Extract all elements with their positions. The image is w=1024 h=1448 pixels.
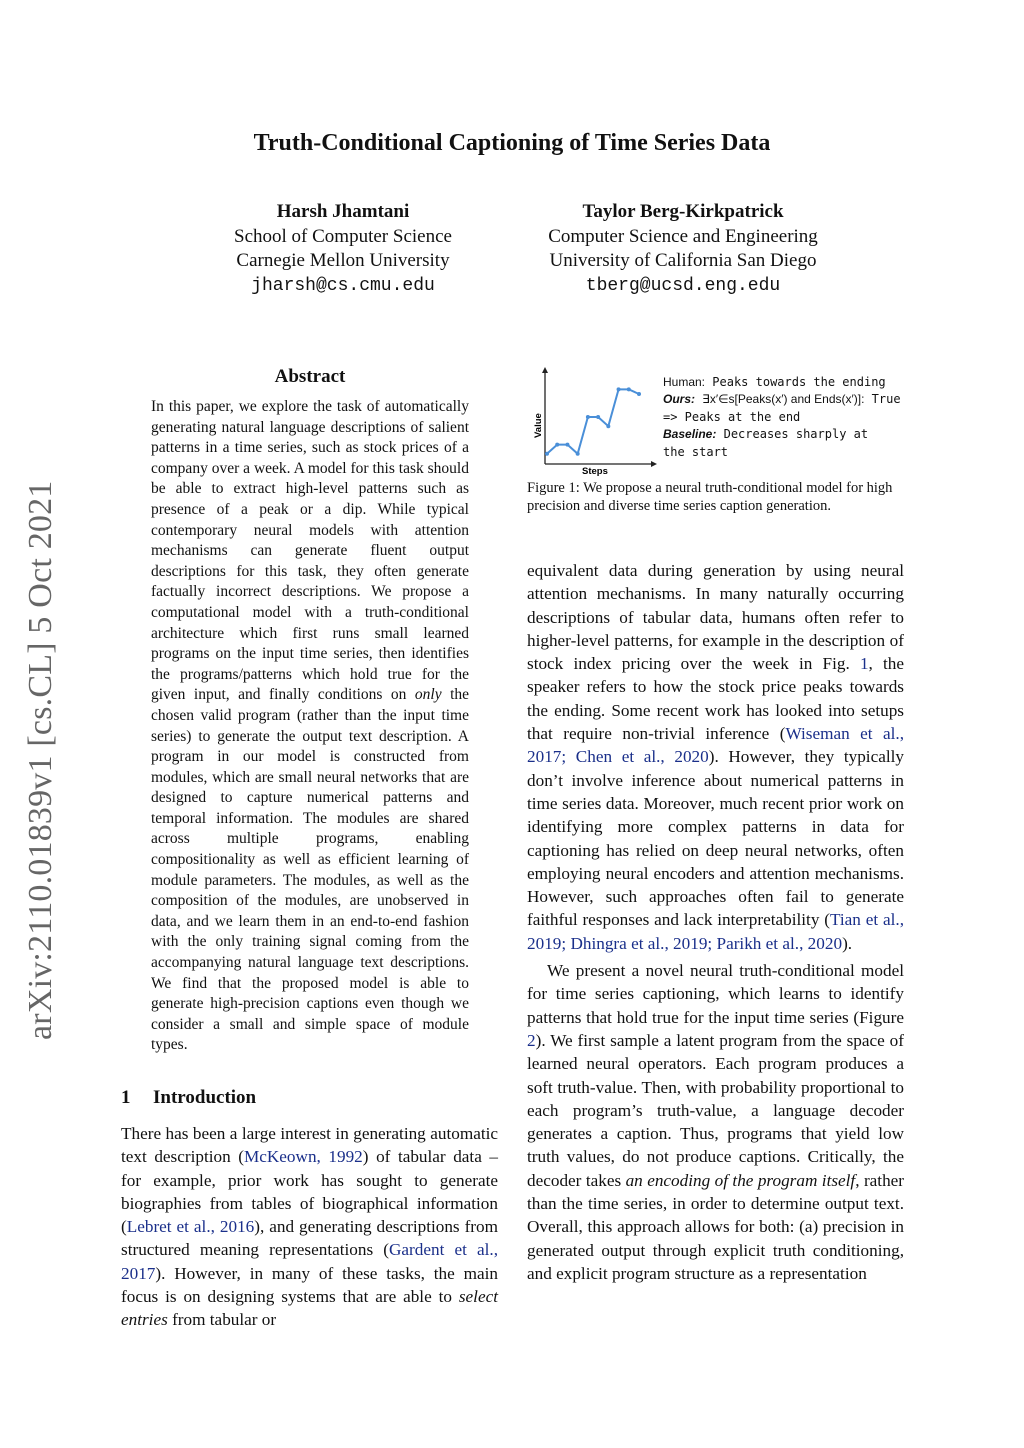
author-email[interactable]: tberg@ucsd.eng.edu xyxy=(585,275,781,296)
figure-1 xyxy=(527,366,907,478)
figure-1-caption: Figure 1: We propose a neural truth-conditional model for high precision and diverse time series caption generation. xyxy=(527,480,893,514)
baseline-caption-row-cont: the start xyxy=(663,444,729,459)
citation-link[interactable]: Lebret et al., 2016 xyxy=(126,1217,255,1237)
data-point-0 xyxy=(545,452,549,456)
figure-captions-list xyxy=(663,374,901,461)
data-point-5 xyxy=(596,415,600,419)
data-point-2 xyxy=(565,443,569,447)
body-paragraph: We present a novel neural truth-conditional model for time series captioning, which learns to identify patterns that hold true for the input time series (Figure 2). We first sample a latent program from the space of learned neural operators. Each program produces a soft truth-value. Then, with probability proportional to each program’s truth-value, a language decoder generates a caption. Thus, programs that yield low truth values, do not produce captions. Critically, the decoder takes an encoding of the program itself, rather than the time series, in order to determine output text. Overall, this approach allows for both: (a) precision in generated output through explicit truth conditioning, and explicit program structure as a representation xyxy=(527,961,905,1283)
data-point-6 xyxy=(606,424,610,428)
time-series-chart xyxy=(527,366,657,478)
citation-link[interactable]: Tian et al., 2019; Dhingra et al., 2019; Parikh et al., 2020 xyxy=(527,910,905,953)
author-name: Harsh Jhamtani xyxy=(276,201,410,222)
data-point-4 xyxy=(586,415,590,419)
x-axis-label: Steps xyxy=(582,466,608,477)
arxiv-identifier: arXiv:2110.01839v1 [cs.CL] 5 Oct 2021 xyxy=(22,480,59,1040)
ours-output-row: => Peaks at the end xyxy=(663,409,801,424)
author-department: School of Computer Science xyxy=(234,225,452,247)
section-heading-introduction xyxy=(121,1087,256,1109)
ours-caption-row: Ours: ∃x′∈s[Peaks(x′) and Ends(x′)]: True xyxy=(663,392,901,407)
x-axis-arrow xyxy=(651,461,657,467)
series-line xyxy=(547,389,639,453)
paper-title: Truth-Conditional Captioning of Time Series Data xyxy=(253,130,771,156)
data-point-8 xyxy=(627,387,631,391)
data-point-7 xyxy=(617,387,621,391)
y-axis-arrow xyxy=(542,367,548,373)
right-column-body xyxy=(527,559,904,1289)
baseline-caption-row: Baseline: Decreases sharply at xyxy=(663,427,869,442)
data-point-9 xyxy=(637,392,641,396)
citation-link[interactable]: Gardent et al., 2017 xyxy=(121,1240,498,1283)
author-affiliation: University of California San Diego xyxy=(549,250,817,271)
author-block-2 xyxy=(533,200,833,298)
y-axis-label: Value xyxy=(533,413,544,438)
data-point-1 xyxy=(555,443,559,447)
human-caption-row: Human: Peaks towards the ending xyxy=(663,375,886,389)
introduction-paragraph: There has been a large interest in generating automatic text description (McKeown, 1992) of tabular data – for example, prior work has sought to generate biographies from tables of biographical information (Lebret et al., 2016), and generating descriptions from structured meaning representations (Gardent et al., 2017). However, in many of these tasks, the main focus is on designing systems that are able to select entries from tabular or xyxy=(121,1124,498,1330)
author-name: Taylor Berg-Kirkpatrick xyxy=(582,201,784,222)
section-title: Introduction xyxy=(153,1087,257,1108)
citation-link[interactable]: Wiseman et al., 2017; Chen et al., 2020 xyxy=(527,724,904,767)
body-paragraph: equivalent data during generation by using neural attention mechanisms. In many naturally occurring descriptions of tabular data, humans often refer to higher-level patterns, for example in the description of stock index pricing over the week in Fig. 1, the speaker refers to how the stock price peaks towards the ending. Some recent work has looked into setups that require non-trivial inference (Wiseman et al., 2017; Chen et al., 2020). However, they typically don’t involve inference about numerical patterns in time series data. Moreover, much recent prior work on identifying more complex patterns in data for captioning has relied on deep neural networks, often employing neural encoders and attention mechanisms. However, such approaches often fail to generate faithful responses and lack interpretability (Tian et al., 2019; Dhingra et al., 2019; Parikh et al., 2020). xyxy=(527,561,905,953)
figure-reference-link[interactable]: 2 xyxy=(527,1030,536,1050)
author-block-1 xyxy=(193,200,493,298)
author-department: Computer Science and Engineering xyxy=(548,225,818,247)
citation-link[interactable]: McKeown, 1992 xyxy=(243,1147,363,1167)
author-email[interactable]: jharsh@cs.cmu.edu xyxy=(251,275,435,296)
abstract-heading: Abstract xyxy=(274,366,346,387)
author-affiliation: Carnegie Mellon University xyxy=(236,250,450,271)
figure-reference-link[interactable]: 1 xyxy=(859,654,869,674)
data-point-3 xyxy=(576,452,580,456)
abstract-text: In this paper, we explore the task of automatically generating natural language descriptions of salient patterns in a time series, such as stock prices of a company over a week. A model for this task should be able to extract high-level patterns such as presence of a peak or a dip. While typical contemporary neural models with attention mechanisms can generate fluent output descriptions for this task, they often generate factually incorrect descriptions. We propose a computational model with a truth-conditional architecture which first runs small learned programs on the input time series, then identifies the programs/patterns which hold true for the given input, and finally conditions on only the chosen valid program (rather than the input time series) to generate the output text description. A program in our model is constructed from modules, which are small neural networks that are designed to capture numerical patterns and temporal information. The modules are shared across multiple programs, enabling compositionality as well as efficient learning of module parameters. The modules, as well as the composition of the modules, are unobserved in data, and we learn them in an end-to-end fashion with the only training signal coming from the accompanying natural language text descriptions. We find that the proposed model is able to generate high-precision captions even though we consider a small and simple space of module types. xyxy=(151,398,469,1054)
section-number: 1 xyxy=(121,1087,131,1108)
